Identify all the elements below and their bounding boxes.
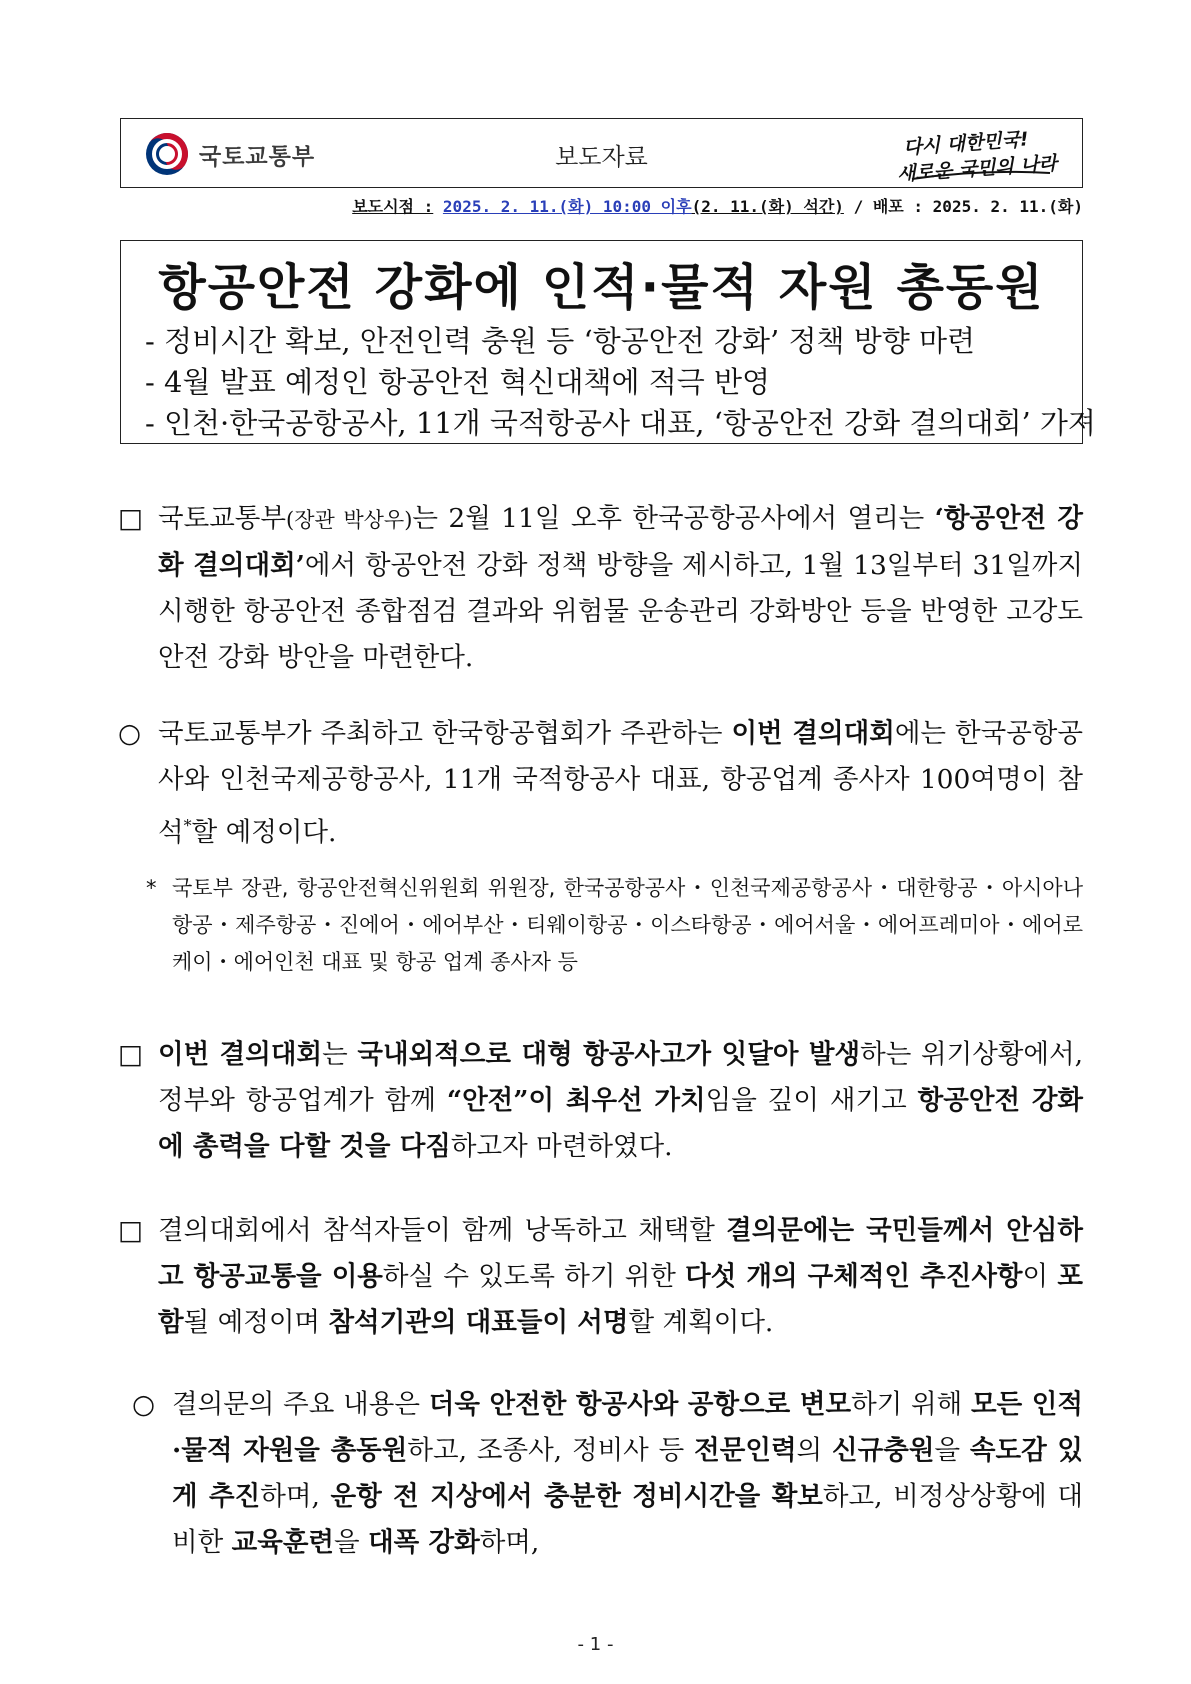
text-run: 하고, 조종사, 정비사 등 (407, 1435, 695, 1466)
bold-run: 신규충원 (832, 1435, 935, 1466)
text-run: 의 (796, 1435, 833, 1466)
page-title: 항공안전 강화에 인적·물적 자원 총동원 (158, 259, 1045, 316)
subtitle-item: - 4월 발표 예정인 항공안전 혁신대책에 적극 반영 (145, 365, 771, 399)
text-run: 을 (334, 1527, 369, 1558)
text-run: 할 계획이다. (628, 1307, 774, 1338)
bold-run: 참석기관의 대표들이 서명 (328, 1307, 629, 1338)
bold-run: 대폭 강화 (368, 1527, 480, 1558)
bold-run: 이번 결의대회 (731, 718, 895, 749)
attendee-list: 국토부 장관, 항공안전혁신위원회 위원장, 한국공항공사・인천국제공항공사・대한항공・아시아나항공・제주항공・진에어・에어부산・티웨이항공・이스타항공・에어서울・에어프레미아・에어로케이・에어인천 대표 및 항공 업계 종사자 등 (172, 876, 1083, 974)
paragraph-3 (118, 1032, 1083, 1170)
square-bullet: □ (118, 1215, 144, 1246)
doc-type-label: 보도자료 (555, 143, 648, 171)
bold-run: 국내외적으로 대형 항공사고가 잇달아 발생 (357, 1039, 861, 1070)
text-run: 될 예정이며 (183, 1307, 329, 1338)
text-run: 는 (322, 1039, 358, 1070)
minister-note: (장관 박상우) (286, 508, 413, 532)
bold-run: 전문인력 (694, 1435, 797, 1466)
paragraph-1 (118, 496, 1083, 681)
text-run: 하고, 비정상상황에 대비한 (172, 1481, 1083, 1558)
circle-bullet: ○ (118, 718, 142, 749)
embargo-time: 2025. 2. 11.(화) 10:00 이후 (442, 197, 692, 216)
text-run: 국토교통부 (158, 503, 286, 534)
event-name: ‘항공안전 강화 결의대회’ (158, 503, 1083, 581)
release-label: 보도시점 : (352, 197, 434, 216)
subtitle-list (145, 321, 1096, 444)
text-run: 임을 깊이 새기고 (705, 1085, 918, 1116)
text-run: 하실 수 있도록 하기 위한 (382, 1261, 686, 1292)
subtitle-item: - 정비시간 확보, 안전인력 충원 등 ‘항공안전 강화’ 정책 방향 마련 (145, 324, 975, 358)
text-run: 하기 위해 (851, 1389, 972, 1420)
bold-run: 다섯 개의 구체적인 추진사항 (685, 1261, 1023, 1292)
attendee-footnote (146, 870, 1083, 981)
text-run: 이 (1022, 1261, 1058, 1292)
release-separator: / (843, 197, 873, 216)
bold-run: 결의문에는 국민들께서 안심하고 항공교통을 이용 (158, 1215, 1083, 1292)
square-bullet: □ (118, 503, 144, 534)
bold-run: 포함 (158, 1261, 1083, 1338)
bold-run: 모든 인적·물적 자원을 총동원 (172, 1389, 1084, 1466)
bold-run: 이번 결의대회 (158, 1039, 323, 1070)
ministry-name: 국토교통부 (199, 143, 316, 170)
footnote-mark: * (183, 816, 192, 835)
asterisk-marker: * (146, 876, 157, 900)
text-run: 는 2월 11일 오후 한국공항공사에서 열리는 (412, 503, 935, 534)
distribution-label: 배포 : (872, 197, 924, 216)
text-run: 하는 위기상황에서, 정부와 항공업계가 함께 (158, 1039, 1084, 1116)
circle-bullet: ○ (132, 1389, 156, 1420)
slogan-calligraphy (890, 125, 1060, 183)
bold-run: 운항 전 지상에서 충분한 정비시간을 확보 (330, 1481, 823, 1512)
release-info (352, 194, 1083, 217)
text-run: 결의대회에서 참석자들이 함께 낭독하고 채택할 (158, 1215, 727, 1246)
slogan-line-2: 새로운 국민의 나라 (896, 152, 1058, 183)
text-run: 결의문의 주요 내용은 (172, 1389, 429, 1420)
slogan-line-1: 다시 대한민국! (902, 128, 1030, 159)
text-run: 국토교통부가 주최하고 한국항공협회가 주관하는 (158, 718, 732, 749)
bold-run: 속도감 있게 추진 (172, 1435, 1083, 1512)
text-run: 에는 한국공항공사와 인천국제공항공사, 11개 국적항공사 대표, 항공업계 종사자 100여명이 참석 (158, 718, 1083, 848)
text-run: 하며, (479, 1527, 540, 1558)
paragraph-5 (132, 1382, 1083, 1566)
bold-run: 항공안전 강화에 총력을 다할 것을 다짐 (158, 1085, 1084, 1162)
bold-run: “안전”이 최우선 가치 (446, 1085, 706, 1116)
press-header (120, 118, 1083, 188)
text-run: 을 (934, 1435, 970, 1466)
headline-box (120, 240, 1096, 444)
bold-run: 교육훈련 (231, 1527, 335, 1558)
subtitle-item: - 인천·한국공항공사, 11개 국적항공사 대표, ‘항공안전 강화 결의대회’ 가져 (145, 406, 1096, 440)
square-bullet: □ (118, 1039, 144, 1070)
text-run: 할 예정이다. (191, 816, 337, 848)
bold-run: 더욱 안전한 항공사와 공항으로 변모 (428, 1389, 852, 1420)
page-number: - 1 - (577, 1634, 614, 1655)
text-run: 하고자 마련하였다. (450, 1131, 673, 1162)
edition-note: (2. 11.(화) 석간) (691, 197, 844, 216)
text-run: 에서 항공안전 강화 정책 방향을 제시하고, 1월 13일부터 31일까지 시행한 항공안전 종합점검 결과와 위험물 운송관리 강화방안 등을 반영한 고강도 안전 강화 방안을 마련한다. (158, 550, 1083, 673)
paragraph-4 (118, 1208, 1083, 1346)
distribution-date: 2025. 2. 11.(화) (932, 197, 1083, 216)
text-run: 하며, (260, 1481, 331, 1512)
paragraph-2 (118, 711, 1083, 856)
